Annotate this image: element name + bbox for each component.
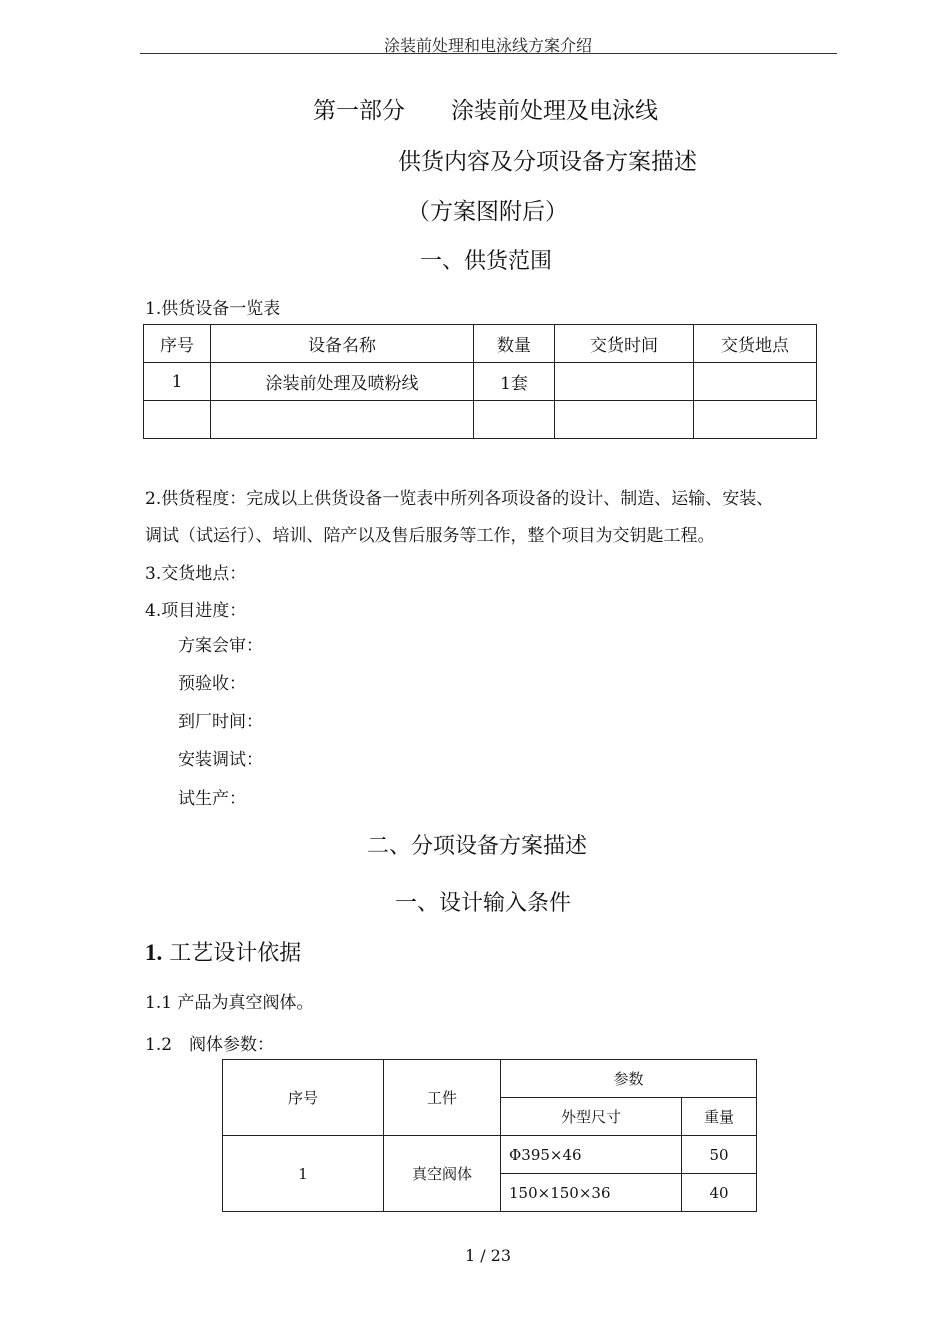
table-row [144,363,817,401]
page-number: 1 / 23 [464,1246,512,1265]
table-cell: 1 [223,1136,384,1212]
equipment-table [143,324,817,439]
table-cell: 涂装前处理及喷粉线 [211,363,474,401]
section-supply-scope: 一、供货范围 [420,249,553,274]
section-equipment-description: 二、分项设备方案描述 [367,834,588,859]
table-header-cell: 序号 [144,325,211,363]
supply-scope-paragraph-line1: 2.供货程度：完成以上供货设备一览表中所列各项设备的设计、制造、运输、安装、 [145,489,774,509]
table-header-cell: 参数 [501,1060,757,1098]
schedule-item: 预验收： [178,674,246,694]
table-cell: Φ395×46 [501,1136,682,1174]
table-cell: 150×150×36 [501,1174,682,1212]
table-cell [694,363,817,401]
table-cell: 50 [682,1136,757,1174]
table-header-cell: 数量 [474,325,555,363]
table-row [223,1136,757,1174]
header-divider [140,53,837,54]
heading-number: 1. [145,940,163,965]
item-1-2: 1.2 阀体参数： [145,1035,275,1055]
supply-scope-paragraph-line2: 调试（试运行）、培训、陪产以及售后服务等工作，整个项目为交钥匙工程。 [145,526,715,546]
table-cell [211,401,474,439]
table-cell: 1套 [474,363,555,401]
process-design-heading [145,936,301,967]
heading-text: 工艺设计依据 [169,941,302,966]
page-header-title: 涂装前处理和电泳线方案介绍 [383,36,592,55]
table-cell [555,401,694,439]
table-cell: 40 [682,1174,757,1212]
schedule-item: 试生产： [178,789,246,809]
table-header-row [223,1060,757,1098]
part-title: 第一部分 涂装前处理及电泳线 [313,98,658,124]
table-header-cell: 序号 [223,1060,384,1136]
table-header-cell: 设备名称 [211,325,474,363]
scheme-note: （方案图附后） [407,199,568,225]
delivery-location: 3.交货地点： [145,564,247,584]
item-1-1: 1.1 产品为真空阀体。 [145,993,314,1013]
table-header-cell: 交货地点 [694,325,817,363]
table-cell [694,401,817,439]
schedule-item: 安装调试： [178,750,263,770]
schedule-item: 到厂时间： [178,712,263,732]
table-header-cell: 工件 [384,1060,501,1136]
table-header-cell: 重量 [682,1098,757,1136]
table-header-row [144,325,817,363]
valve-parameter-table [222,1059,757,1212]
table-header-cell: 交货时间 [555,325,694,363]
equipment-list-heading: 1.供货设备一览表 [145,299,281,319]
table-cell [555,363,694,401]
project-schedule-heading: 4.项目进度： [145,601,247,621]
table-row [144,401,817,439]
table-header-cell: 外型尺寸 [501,1098,682,1136]
supply-subtitle: 供货内容及分项设备方案描述 [398,149,697,175]
table-cell: 真空阀体 [384,1136,501,1212]
schedule-item: 方案会审： [178,636,263,656]
table-cell [474,401,555,439]
table-cell: 1 [144,363,211,401]
table-cell [144,401,211,439]
design-input-title: 一、设计输入条件 [395,891,572,916]
